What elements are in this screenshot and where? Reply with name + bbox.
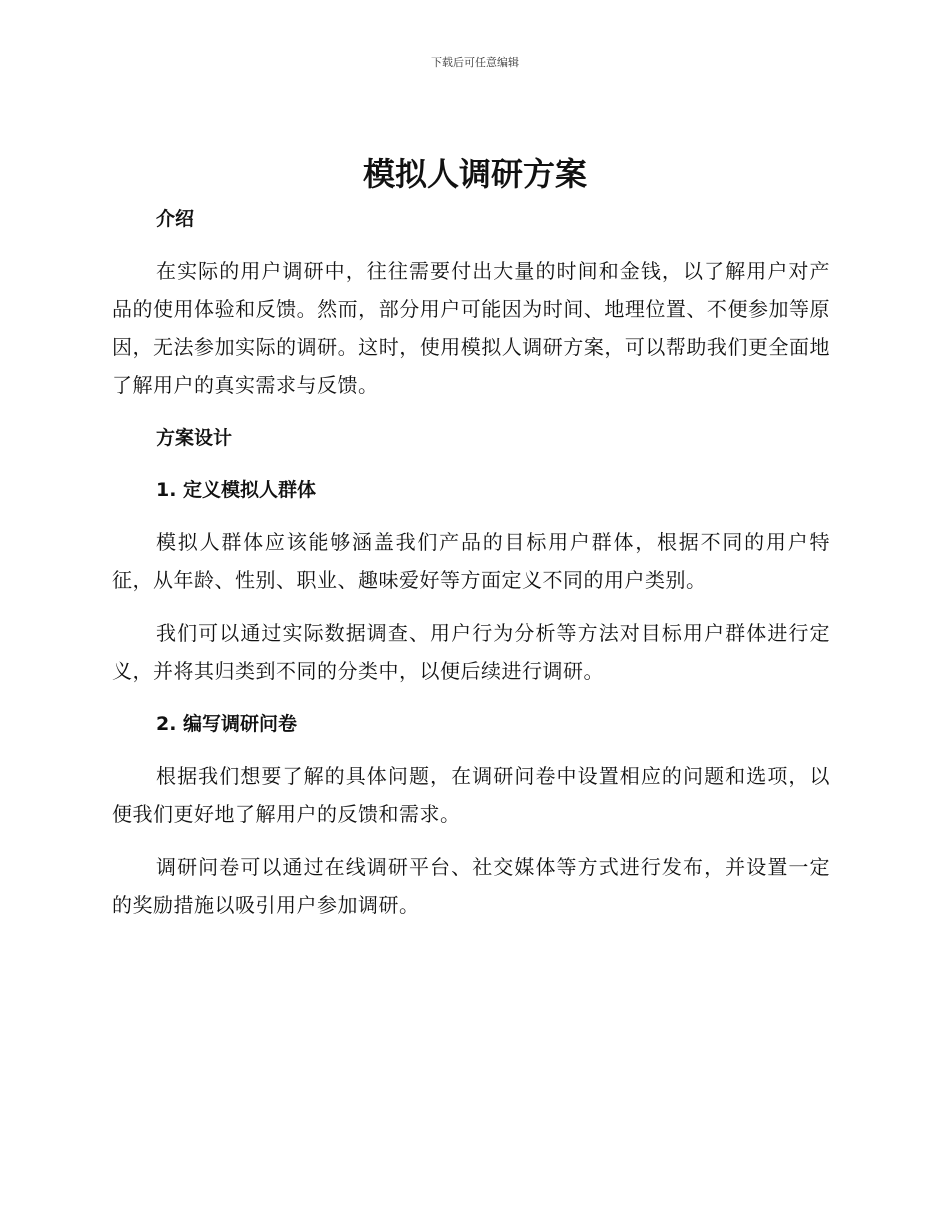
paragraph-step1-1: 模拟人群体应该能够涵盖我们产品的目标用户群体，根据不同的用户特征，从年龄、性别、职业、趣味爱好等方面定义不同的用户类别。 bbox=[112, 530, 830, 592]
document-title: 模拟人调研方案 bbox=[362, 155, 587, 193]
paragraph-step2-1: 根据我们想要了解的具体问题，在调研问卷中设置相应的问题和选项，以便我们更好地了解用户的反馈和需求。 bbox=[112, 764, 830, 826]
paragraph-step1-2: 我们可以通过实际数据调查、用户行为分析等方法对目标用户群体进行定义，并将其归类到不同的分类中，以便后续进行调研。 bbox=[112, 621, 830, 683]
document-body bbox=[112, 200, 830, 939]
section-heading-intro: 介绍 bbox=[156, 208, 195, 230]
section-heading-design: 方案设计 bbox=[156, 427, 233, 449]
section-heading-step2: 2. 编写调研问卷 bbox=[156, 713, 298, 735]
section-heading-step1: 1. 定义模拟人群体 bbox=[156, 479, 317, 501]
paragraph-step2-2: 调研问卷可以通过在线调研平台、社交媒体等方式进行发布，并设置一定的奖励措施以吸引用户参加调研。 bbox=[112, 855, 830, 917]
paragraph-intro: 在实际的用户调研中，往往需要付出大量的时间和金钱，以了解用户对产品的使用体验和反馈。然而，部分用户可能因为时间、地理位置、不便参加等原因，无法参加实际的调研。这时，使用模拟人调研方案，可以帮助我们更全面地了解用户的真实需求与反馈。 bbox=[112, 259, 830, 397]
header-note: 下载后可任意编辑 bbox=[431, 56, 519, 69]
